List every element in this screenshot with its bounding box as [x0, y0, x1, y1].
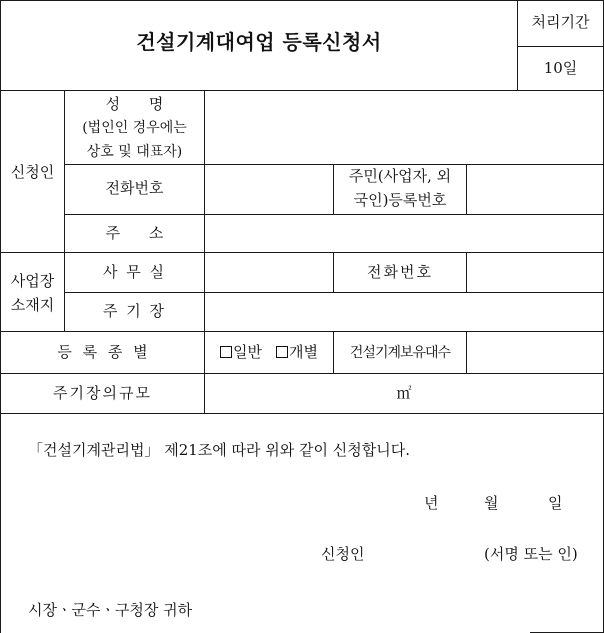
- processing-divider: [517, 46, 604, 47]
- type-row-bottom: [0, 373, 604, 374]
- parking-label: 주 기 장: [102, 302, 166, 320]
- date-year: 년: [424, 494, 439, 512]
- date-day: 일: [548, 494, 563, 512]
- applicant-phone-field[interactable]: [205, 168, 332, 212]
- office-field[interactable]: [205, 255, 332, 290]
- address-label: 주 소: [105, 224, 164, 242]
- scale-row-bottom: [0, 413, 604, 414]
- name-label-note-1: (법인인 경우에는: [82, 120, 187, 136]
- general-option-label: 일반: [233, 343, 262, 361]
- individual-option-label: 개별: [289, 343, 318, 361]
- office-phone-label: 전화번호: [367, 263, 433, 281]
- business-location-label-2: 소재지: [10, 296, 55, 314]
- parking-scale-label: 주기장의규모: [53, 384, 152, 402]
- office-row-bottom: [64, 292, 604, 293]
- applicant-section-bottom: [0, 252, 604, 253]
- option-general[interactable]: [220, 343, 262, 362]
- signature-note: (서명 또는 인): [484, 545, 578, 563]
- date-month: 월: [484, 494, 499, 512]
- resident-no-field[interactable]: [467, 168, 602, 212]
- parking-field[interactable]: [205, 295, 603, 329]
- name-field[interactable]: [205, 96, 603, 162]
- frame-top: [0, 0, 604, 1]
- equipment-count-label: 건설기계보유대수: [349, 345, 451, 361]
- name-label-note-2: 상호 및 대표자): [86, 144, 183, 160]
- processing-period-label: 처리기간: [531, 13, 590, 31]
- general-checkbox[interactable]: [220, 346, 232, 358]
- parking-scale-field[interactable]: [205, 384, 603, 403]
- addressee: 시장ㆍ군수ㆍ구청장 귀하: [28, 601, 193, 619]
- business-location-label-1: 사업장: [10, 272, 55, 290]
- signature-applicant-label: 신청인: [321, 545, 365, 563]
- name-label: 성 명: [105, 95, 164, 113]
- location-section-bottom: [0, 331, 604, 332]
- resident-no-label-2: 국인)등록번호: [353, 191, 447, 209]
- registration-type-label: 등 록 종 별: [57, 343, 148, 361]
- phone-row-bottom: [64, 214, 604, 215]
- title-row-bottom: [0, 90, 604, 91]
- applicant-section-label: 신청인: [10, 163, 55, 181]
- office-phone-field[interactable]: [467, 255, 602, 290]
- office-label: 사 무 실: [102, 263, 166, 281]
- option-individual[interactable]: [276, 343, 318, 362]
- applicant-phone-label: 전화번호: [105, 179, 164, 197]
- address-field[interactable]: [205, 217, 603, 250]
- individual-checkbox[interactable]: [276, 346, 288, 358]
- declaration-text: 「건설기계관리법」 제21조에 따라 위와 같이 신청합니다.: [28, 441, 410, 459]
- processing-period-value: 10일: [543, 59, 578, 77]
- equipment-count-field[interactable]: [467, 335, 602, 371]
- area-unit: ㎡: [396, 384, 412, 402]
- frame-left: [0, 0, 1, 633]
- name-row-bottom: [64, 164, 604, 165]
- form-title: 건설기계대여업 등록신청서: [136, 30, 382, 54]
- resident-no-label-1: 주민(사업자, 외: [348, 167, 452, 185]
